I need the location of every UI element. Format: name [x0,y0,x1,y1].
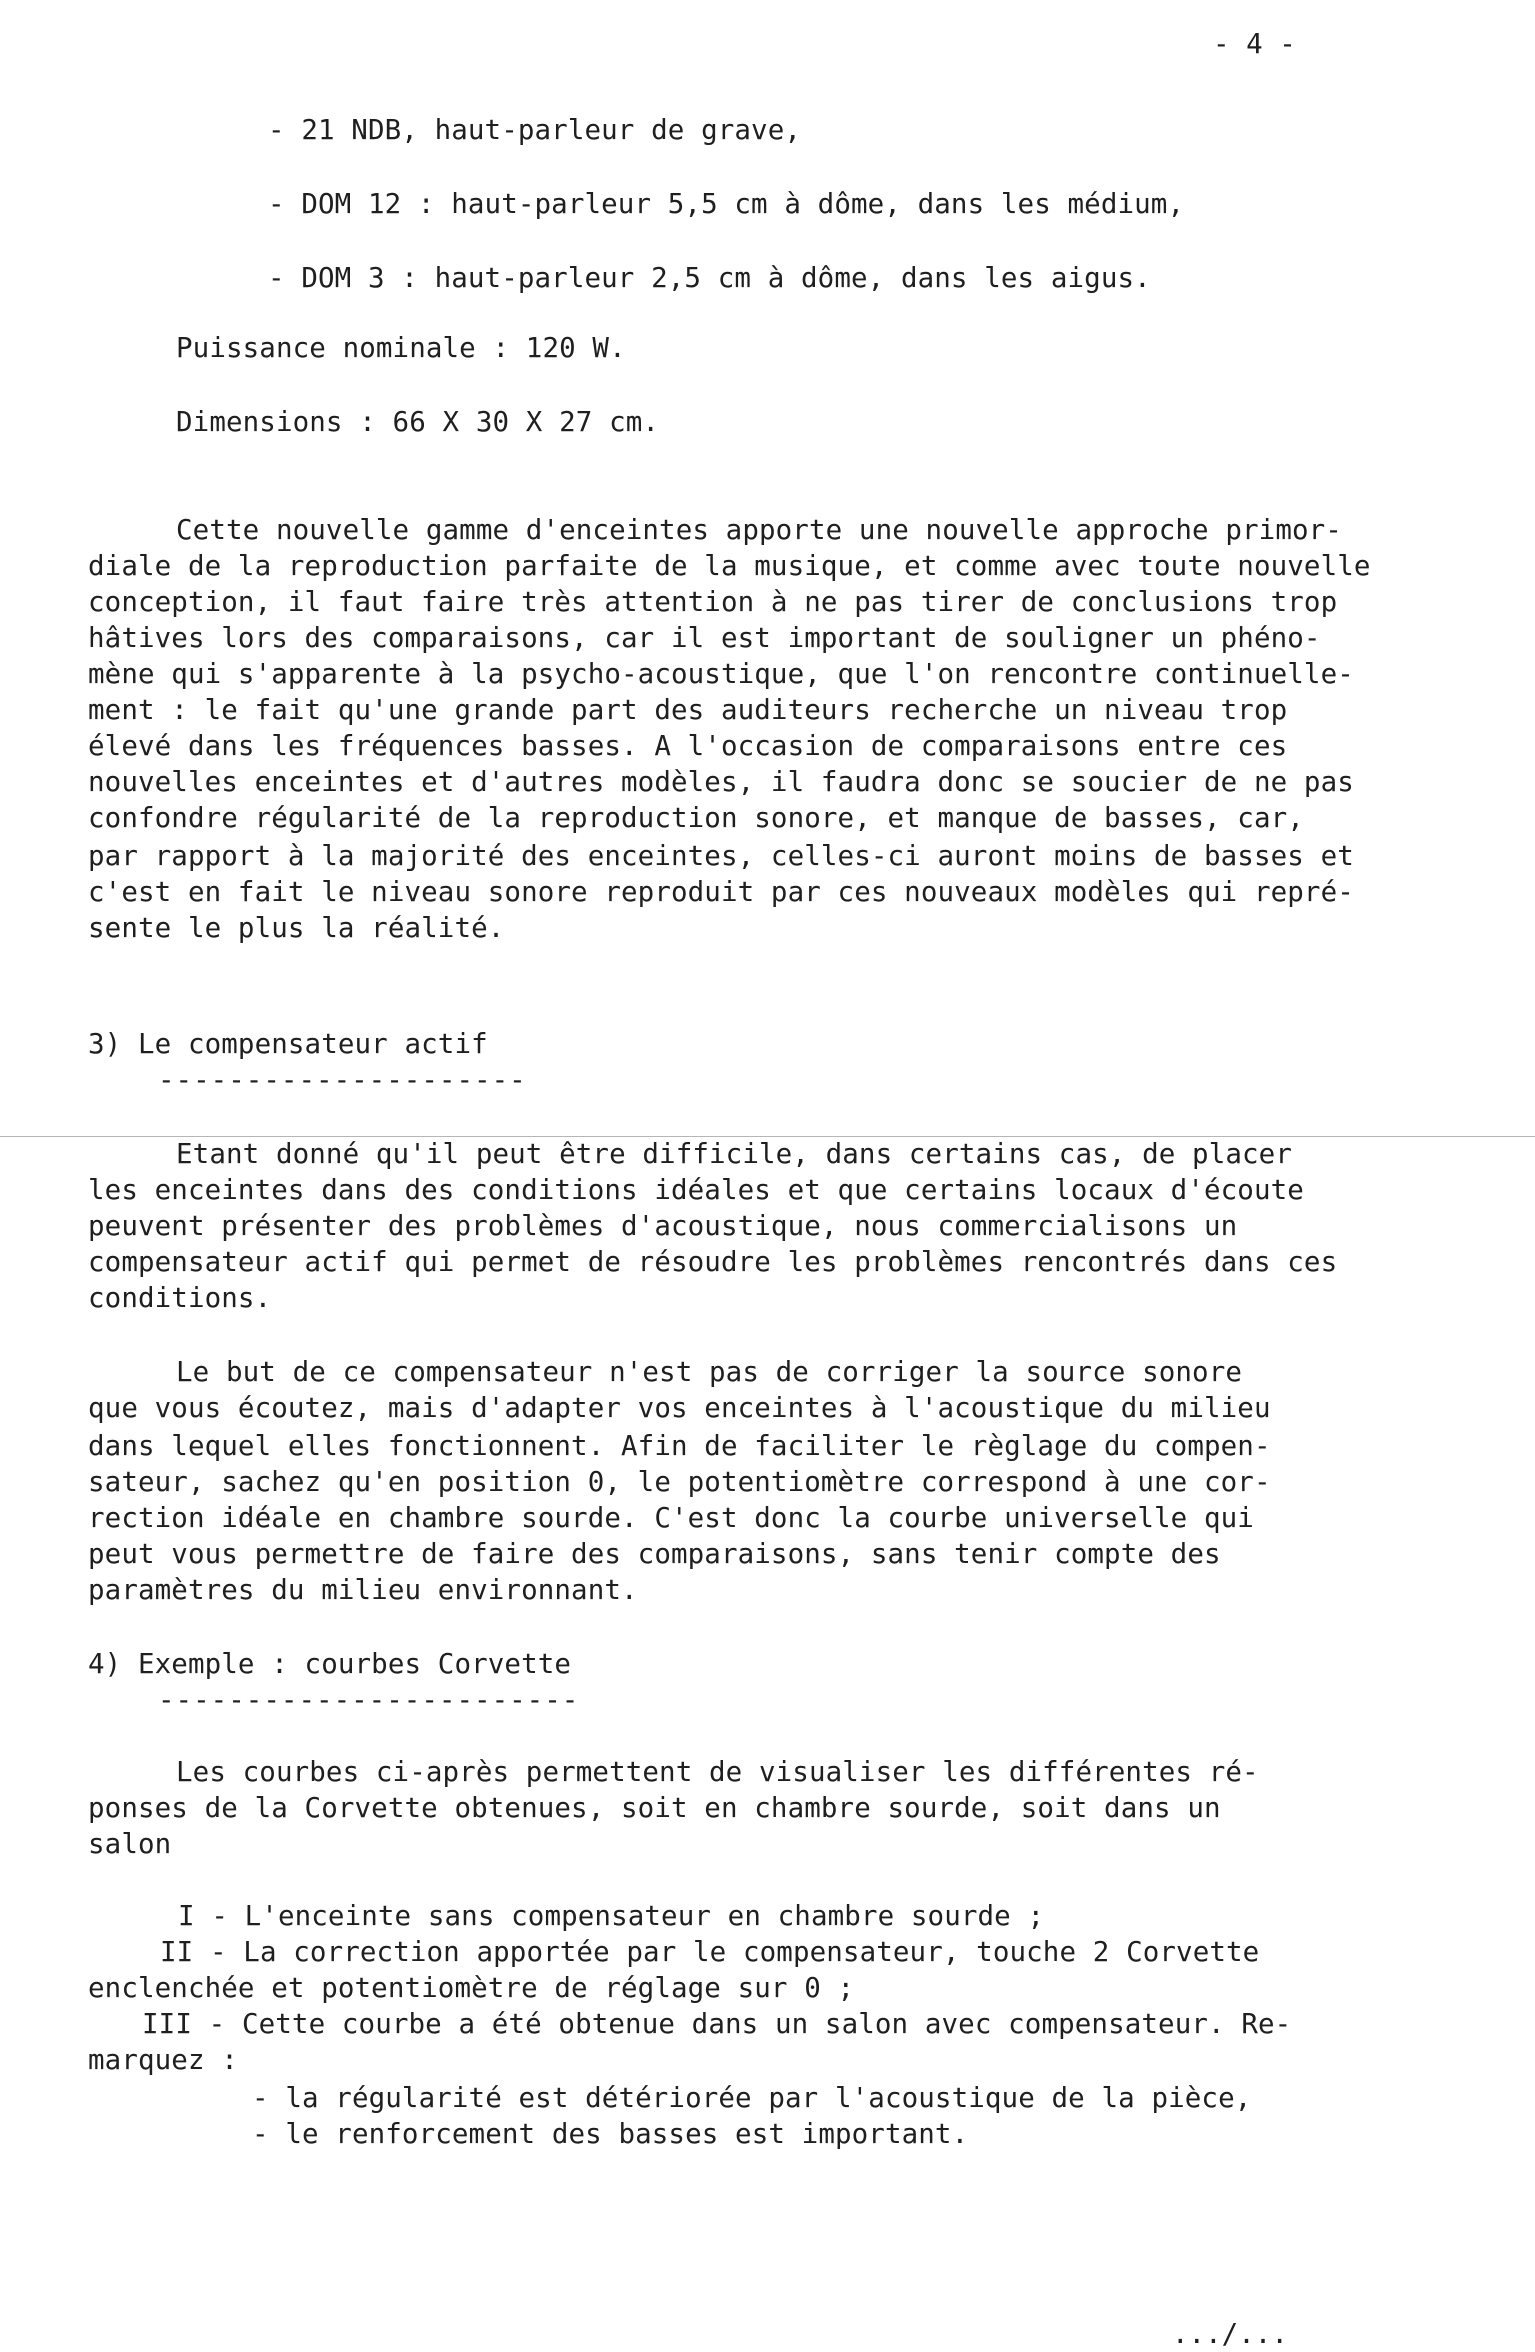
section-3-p2-line-6: peut vous permettre de faire des comparaisons, sans tenir compte des [88,1538,1221,1570]
intro-line-2: diale de la reproduction parfaite de la musique, et comme avec toute nouvelle [88,550,1371,582]
intro-line-6: ment : le fait qu'une grande part des auditeurs recherche un niveau trop [88,694,1288,726]
component-line-2: - DOM 12 : haut-parleur 5,5 cm à dôme, dans les médium, [268,188,1185,220]
intro-line-8: nouvelles enceintes et d'autres modèles, il faudra donc se soucier de ne pas [88,766,1354,798]
spec-power: Puissance nominale : 120 W. [176,332,626,364]
section-4-list-line-1: I - L'enceinte sans compensateur en chambre sourde ; [178,1900,1045,1932]
section-3-p2-line-7: paramètres du milieu environnant. [88,1574,638,1606]
intro-line-9: confondre régularité de la reproduction sonore, et manque de basses, car, [88,802,1304,834]
section-3-p2-line-2: que vous écoutez, mais d'adapter vos enceintes à l'acoustique du milieu [88,1392,1271,1424]
intro-line-5: mène qui s'apparente à la psycho-acoustique, que l'on rencontre continuelle- [88,658,1354,690]
intro-line-11: c'est en fait le niveau sonore reproduit par ces nouveaux modèles qui repré- [88,876,1354,908]
section-3-p1-line-1: Etant donné qu'il peut être difficile, dans certains cas, de placer [176,1138,1292,1170]
intro-line-12: sente le plus la réalité. [88,912,505,944]
section-4-list-line-2: II - La correction apportée par le compensateur, touche 2 Corvette [160,1936,1260,1968]
section-3-p2-line-4: sateur, sachez qu'en position 0, le potentiomètre correspond à une cor- [88,1466,1271,1498]
section-3-underline: --------------------- [158,1064,527,1096]
section-3-p1-line-4: compensateur actif qui permet de résoudre les problèmes rencontrés dans ces [88,1246,1338,1278]
intro-line-3: conception, il faut faire très attention à ne pas tirer de conclusions trop [88,586,1338,618]
section-3-heading: 3) Le compensateur actif [88,1028,488,1060]
intro-line-1: Cette nouvelle gamme d'enceintes apporte une nouvelle approche primor- [176,514,1342,546]
section-4-p1-line-1: Les courbes ci-après permettent de visualiser les différentes ré- [176,1756,1259,1788]
intro-line-4: hâtives lors des comparaisons, car il est important de souligner un phéno- [88,622,1321,654]
section-4-list-line-6: - la régularité est détériorée par l'acoustique de la pièce, [252,2082,1252,2114]
section-4-heading: 4) Exemple : courbes Corvette [88,1648,572,1680]
page-number: - 4 - [1213,28,1296,60]
section-3-p2-line-5: rection idéale en chambre sourde. C'est donc la courbe universelle qui [88,1502,1254,1534]
continuation-mark: .../... [1172,2318,1288,2350]
section-3-p2-line-3: dans lequel elles fonctionnent. Afin de faciliter le règlage du compen- [88,1430,1271,1462]
component-line-1: - 21 NDB, haut-parleur de grave, [268,114,802,146]
intro-line-10: par rapport à la majorité des enceintes, celles-ci auront moins de basses et [88,840,1354,872]
section-4-p1-line-2: ponses de la Corvette obtenues, soit en chambre sourde, soit dans un [88,1792,1221,1824]
component-line-3: - DOM 3 : haut-parleur 2,5 cm à dôme, dans les aigus. [268,262,1151,294]
section-4-underline: ------------------------ [158,1684,580,1716]
intro-line-7: élevé dans les fréquences basses. A l'occasion de comparaisons entre ces [88,730,1288,762]
section-3-p2-line-1: Le but de ce compensateur n'est pas de corriger la source sonore [176,1356,1243,1388]
section-4-list-line-7: - le renforcement des basses est important. [252,2118,969,2150]
section-4-list-line-5: marquez : [88,2044,238,2076]
section-3-p1-line-2: les enceintes dans des conditions idéales et que certains locaux d'écoute [88,1174,1304,1206]
section-4-p1-line-3: salon [88,1828,172,1860]
section-3-p1-line-3: peuvent présenter des problèmes d'acoustique, nous commercialisons un [88,1210,1238,1242]
section-3-p1-line-5: conditions. [88,1282,272,1314]
spec-dimensions: Dimensions : 66 X 30 X 27 cm. [176,406,660,438]
section-4-list-line-3: enclenchée et potentiomètre de réglage sur 0 ; [88,1972,855,2004]
section-4-list-line-4: III - Cette courbe a été obtenue dans un salon avec compensateur. Re- [142,2008,1292,2040]
